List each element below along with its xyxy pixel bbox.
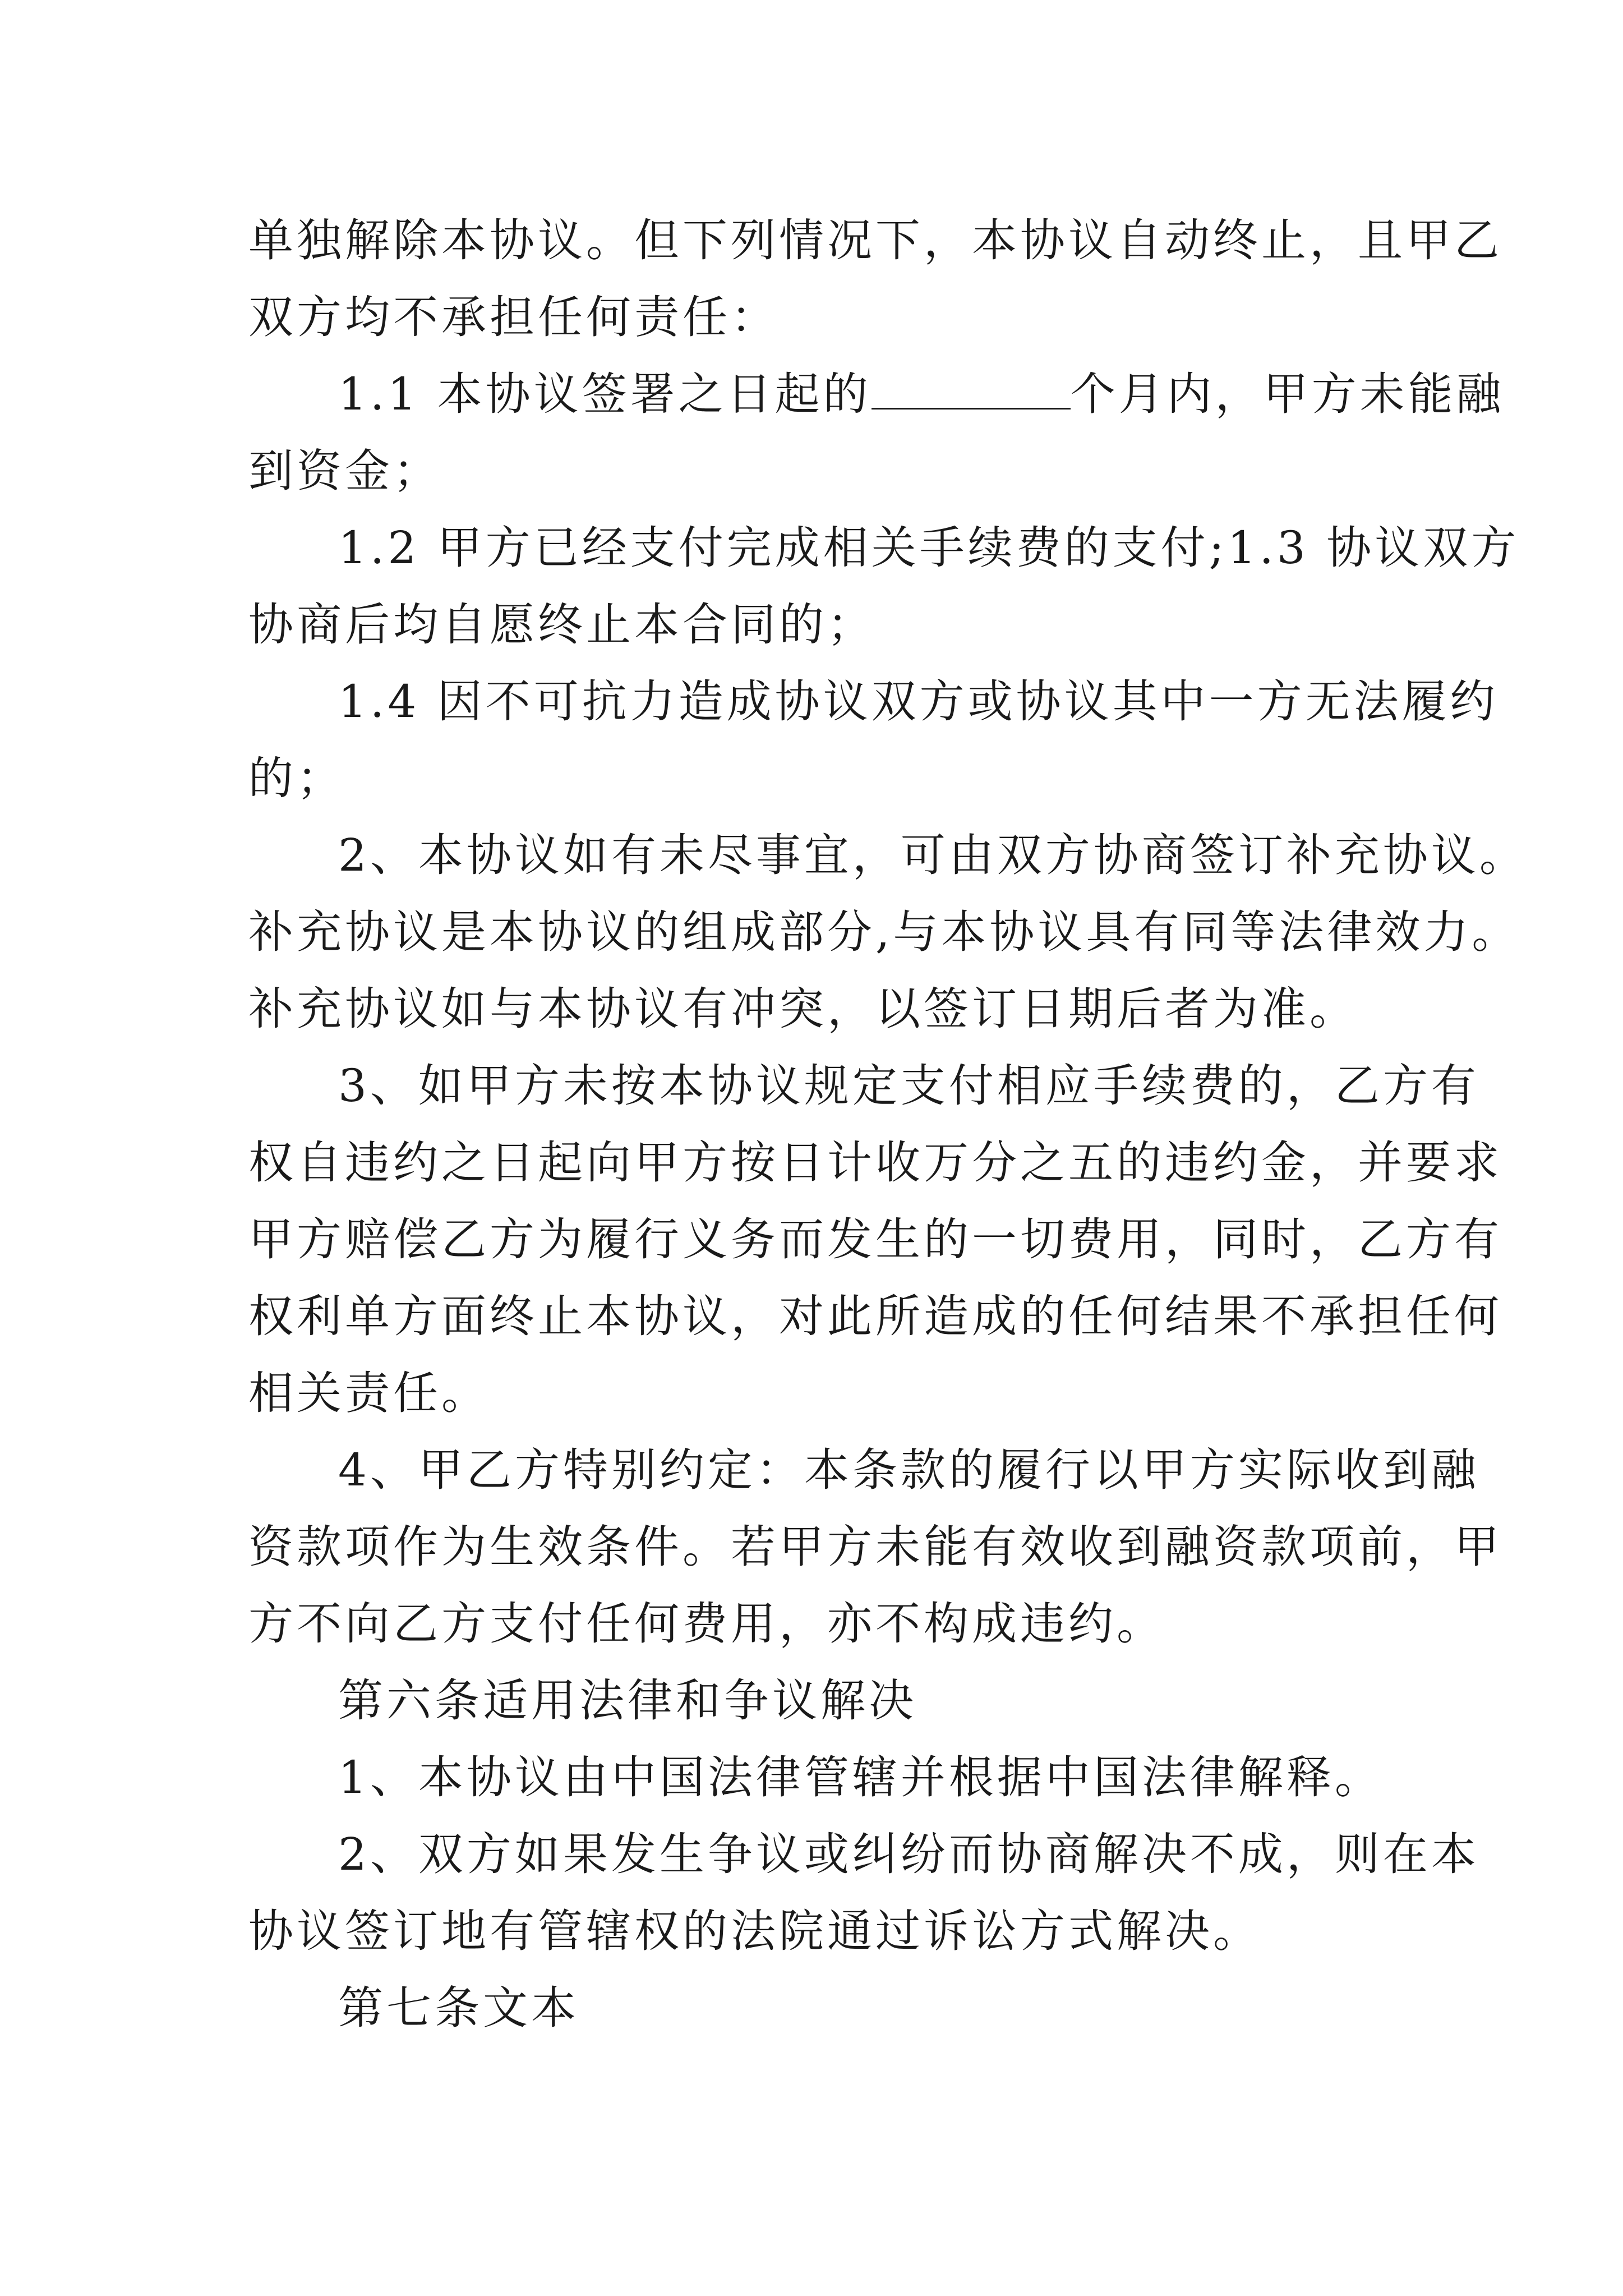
paragraph-line: 资款项作为生效条件。若甲方未能有效收到融资款项前，甲 <box>248 1521 1502 1573</box>
paragraph-line: 协议签订地有管辖权的法院通过诉讼方式解决。 <box>248 1905 1261 1957</box>
paragraph-line: 双方均不承担任何责任： <box>248 291 779 343</box>
paragraph-line: 的； <box>248 752 345 804</box>
article-6-clause-1: 1、本协议由中国法律管辖并根据中国法律解释。 <box>338 1751 1383 1803</box>
clause-1-1-line <box>248 356 1505 432</box>
document-body <box>248 202 1528 2046</box>
paragraph-line: 方不向乙方支付任何费用，亦不构成违约。 <box>248 1598 1165 1650</box>
clause-2-line: 2、本协议如有未尽事宜，可由双方协商签订补充协议。 <box>338 829 1528 881</box>
paragraph-line: 甲方赔偿乙方为履行义务而发生的一切费用，同时，乙方有 <box>248 1213 1502 1266</box>
paragraph-line: 相关责任。 <box>248 1367 490 1419</box>
blank-fill-line <box>872 367 1071 409</box>
paragraph-line: 单独解除本协议。但下列情况下，本协议自动终止，且甲乙 <box>248 214 1502 266</box>
paragraph-line: 到资金； <box>248 445 441 497</box>
paragraph-line: 补充协议如与本协议有冲突，以签订日期后者为准。 <box>248 983 1358 1035</box>
clause-1-1-text-start: 1.1 本协议签署之日起的 <box>338 368 872 420</box>
article-7-heading: 第七条文本 <box>338 1982 579 2034</box>
paragraph-line: 协商后均自愿终止本合同的； <box>248 599 875 651</box>
paragraph-line: 权自违约之日起向甲方按日计收万分之五的违约金，并要求 <box>248 1137 1502 1189</box>
clause-3-line: 3、如甲方未按本协议规定支付相应手续费的，乙方有 <box>338 1060 1479 1112</box>
paragraph-line: 补充协议是本协议的组成部分,与本协议具有同等法律效力。 <box>248 906 1520 958</box>
paragraph-line: 权利单方面终止本协议，对此所造成的任何结果不承担任何 <box>248 1290 1502 1342</box>
clause-1-1-text-end: 个月内，甲方未能融 <box>1070 368 1505 420</box>
clause-1-4-line: 1.4 因不可抗力造成协议双方或协议其中一方无法履约 <box>338 675 1498 728</box>
article-6-clause-2: 2、双方如果发生争议或纠纷而协商解决不成，则在本 <box>338 1828 1479 1880</box>
article-6-heading: 第六条适用法律和争议解决 <box>338 1674 917 1727</box>
clause-1-2-line: 1.2 甲方已经支付完成相关手续费的支付;1.3 协议双方 <box>338 522 1520 574</box>
clause-4-line: 4、甲乙方特别约定：本条款的履行以甲方实际收到融 <box>338 1444 1479 1496</box>
